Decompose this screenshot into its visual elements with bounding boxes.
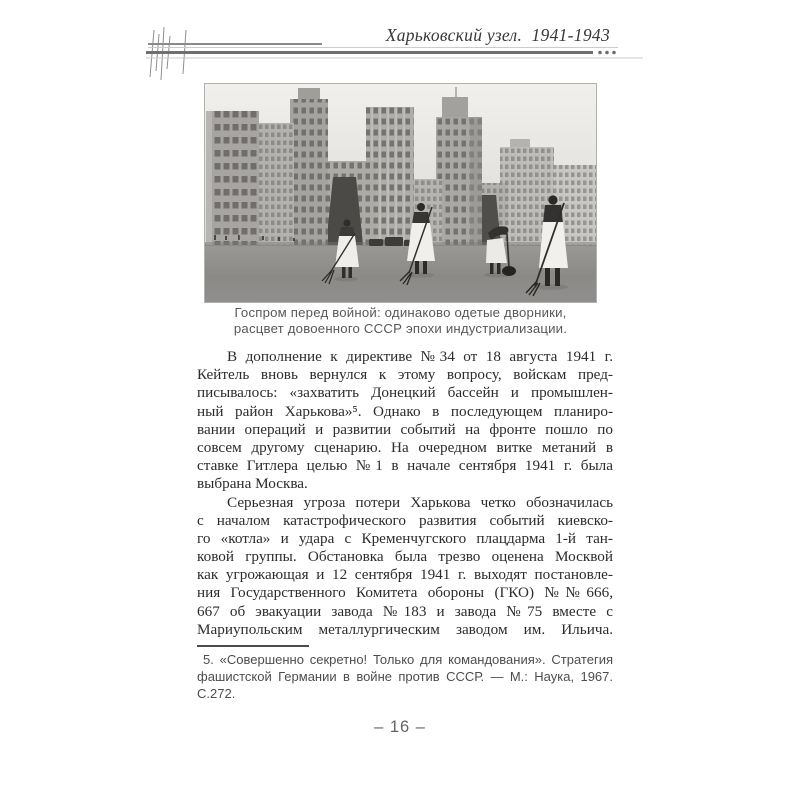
photo-caption-line: расцвет довоенного СССР эпохи индустриализации. bbox=[233, 320, 568, 336]
body-line: Мариупольским металлургическим заводом им. Ильича. bbox=[197, 620, 613, 638]
body-line: выбрана Москва. bbox=[197, 475, 308, 493]
body-line: Кейтель вновь вернулся к этому вопросу, войскам пред- bbox=[197, 366, 613, 384]
body-text bbox=[197, 348, 613, 639]
header-rule-decoration bbox=[0, 0, 800, 95]
footnote-line: 5. «Совершенно секретно! Только для командования». Стратегия bbox=[203, 652, 613, 667]
body-line: как угрожающая и 12 сентября 1941 г. выходят постановле- bbox=[197, 566, 613, 584]
body-line: писывалось: «захватить Донецкий бассейн и промышлен- bbox=[197, 384, 613, 402]
body-line: 667 об эвакуации завода №183 и завода №75 вместе с bbox=[197, 602, 613, 620]
body-line: ставке Гитлера целью №1 в начале сентября 1941 г. была bbox=[197, 457, 613, 475]
body-line: вании операций и развитии событий на фронте пошло по bbox=[197, 420, 613, 438]
photo-square-ground bbox=[204, 243, 597, 303]
gosprom-photo bbox=[204, 83, 597, 303]
running-head-title: Харьковский узел. 1941-1943 bbox=[385, 25, 610, 45]
photo-caption-line: Госпром перед войной: одинаково одетые дворники, bbox=[234, 305, 567, 320]
body-line: ный район Харькова»⁵. Однако в последующем планиро- bbox=[197, 402, 613, 420]
body-line: с началом катастрофического развития событий киевско- bbox=[197, 511, 613, 529]
footnote-line: С.272. bbox=[197, 686, 236, 702]
body-line: В дополнение к директиве №34 от 18 августа 1941 г. bbox=[227, 348, 613, 365]
body-line: Серьезная угроза потери Харькова четко обозначилась bbox=[227, 493, 613, 511]
page-number: – 16 – bbox=[374, 718, 426, 736]
body-line: совсем другому сценарию. На очередном витке метаний в bbox=[197, 438, 613, 456]
body-line: го «котла» и удара с Кременчугского плацдарма 1-й тан- bbox=[197, 529, 613, 547]
footnote bbox=[197, 651, 613, 703]
footnote-separator bbox=[197, 645, 309, 647]
footnote-line: фашистской Германии в войне против СССР. — М.: Наука, 1967. bbox=[197, 669, 613, 685]
body-line: ния Государственного Комитета обороны (ГКО) №№666, bbox=[197, 584, 613, 602]
photo-caption bbox=[204, 305, 597, 336]
header-dots-icon bbox=[598, 51, 616, 55]
photo-figure bbox=[204, 83, 597, 303]
body-line: ковой группы. Обстановка была трезво оценена Москвой bbox=[197, 548, 613, 566]
